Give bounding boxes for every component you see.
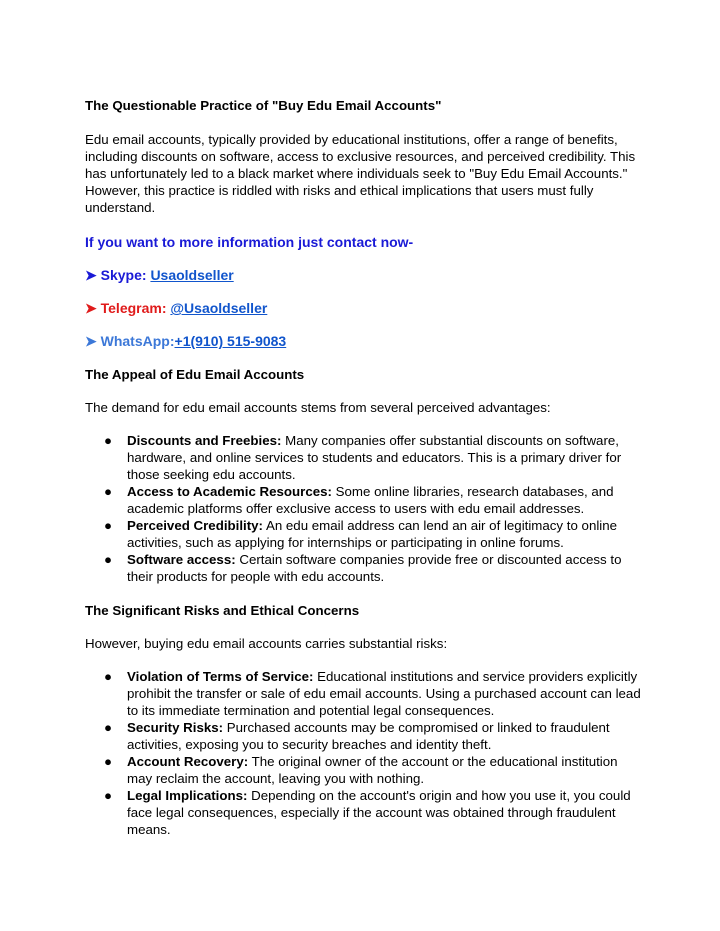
- item-term: Violation of Terms of Service:: [127, 669, 314, 684]
- list-item: [85, 668, 645, 719]
- document-page: [85, 97, 645, 838]
- appeal-lead: The demand for edu email accounts stems from several perceived advantages:: [85, 400, 551, 415]
- item-term: Account Recovery:: [127, 754, 249, 769]
- list-item: [85, 432, 645, 483]
- whatsapp-link[interactable]: +1(910) 515-9083: [174, 333, 287, 349]
- telegram-link[interactable]: @Usaoldseller: [170, 300, 268, 316]
- risks-heading: The Significant Risks and Ethical Concerns: [85, 603, 360, 618]
- telegram-label: Telegram:: [100, 300, 167, 316]
- arrow-icon: ➤: [85, 300, 97, 316]
- item-term: Software access:: [127, 552, 236, 567]
- intro-paragraph: Edu email accounts, typically provided by educational institutions, offer a range of benefits, including discounts on software, access to exclusive resources, and perceived credibility. This has unfortunately led to a black market where individuals seek to "Buy Edu Email Accounts." However, this practice is riddled with risks and ethical implications that users must fully understand.: [85, 132, 636, 215]
- bullet-icon: ●: [104, 484, 113, 499]
- bullet-icon: ●: [104, 552, 113, 567]
- skype-link[interactable]: Usaoldseller: [150, 267, 234, 283]
- appeal-list: [85, 432, 645, 585]
- list-item: [85, 753, 645, 787]
- whatsapp-label: WhatsApp:: [100, 333, 175, 349]
- item-term: Legal Implications:: [127, 788, 248, 803]
- item-text: Depending on the account's origin and how you use it, you could face legal consequences, especially if the account was obtained through fraudulent means.: [127, 788, 631, 837]
- contact-cta: If you want to more information just contact now-: [85, 234, 414, 250]
- item-term: Access to Academic Resources:: [127, 484, 332, 499]
- item-text: The original owner of the account or the educational institution may reclaim the account, leaving you with nothing.: [127, 754, 618, 786]
- list-item: [85, 483, 645, 517]
- risks-list: [85, 668, 645, 838]
- arrow-icon: ➤: [85, 267, 97, 283]
- document-title: The Questionable Practice of "Buy Edu Email Accounts": [85, 98, 442, 113]
- bullet-icon: ●: [104, 669, 113, 684]
- item-term: Perceived Credibility:: [127, 518, 263, 533]
- item-text: Some online libraries, research databases, and academic platforms offer exclusive access to users with edu email addresses.: [127, 484, 614, 516]
- bullet-icon: ●: [104, 754, 113, 769]
- item-text: Certain software companies provide free or discounted access to their products for people with edu accounts.: [127, 552, 622, 584]
- skype-line: [85, 267, 645, 284]
- list-item: [85, 517, 645, 551]
- whatsapp-line: [85, 333, 645, 350]
- item-text: Educational institutions and service providers explicitly prohibit the transfer or sale of edu email accounts. Using a purchased account can lead to its immediate termination and potential legal consequences.: [127, 669, 641, 718]
- bullet-icon: ●: [104, 720, 113, 735]
- item-text: An edu email address can lend an air of legitimacy to online activities, such as applying for internships or participating in online forums.: [127, 518, 618, 550]
- item-text: Purchased accounts may be compromised or linked to fraudulent activities, exposing you to security breaches and identity theft.: [127, 720, 610, 752]
- list-item: [85, 719, 645, 753]
- bullet-icon: ●: [104, 788, 113, 803]
- skype-label: Skype:: [100, 267, 147, 283]
- arrow-icon: ➤: [85, 333, 97, 349]
- telegram-line: [85, 300, 645, 317]
- item-term: Security Risks:: [127, 720, 224, 735]
- list-item: [85, 551, 645, 585]
- bullet-icon: ●: [104, 518, 113, 533]
- list-item: [85, 787, 645, 838]
- risks-lead: However, buying edu email accounts carries substantial risks:: [85, 636, 448, 651]
- item-text: Many companies offer substantial discounts on software, hardware, and online services to students and educators. This is a primary driver for those seeking edu accounts.: [127, 433, 622, 482]
- bullet-icon: ●: [104, 433, 113, 448]
- appeal-heading: The Appeal of Edu Email Accounts: [85, 367, 305, 382]
- item-term: Discounts and Freebies:: [127, 433, 282, 448]
